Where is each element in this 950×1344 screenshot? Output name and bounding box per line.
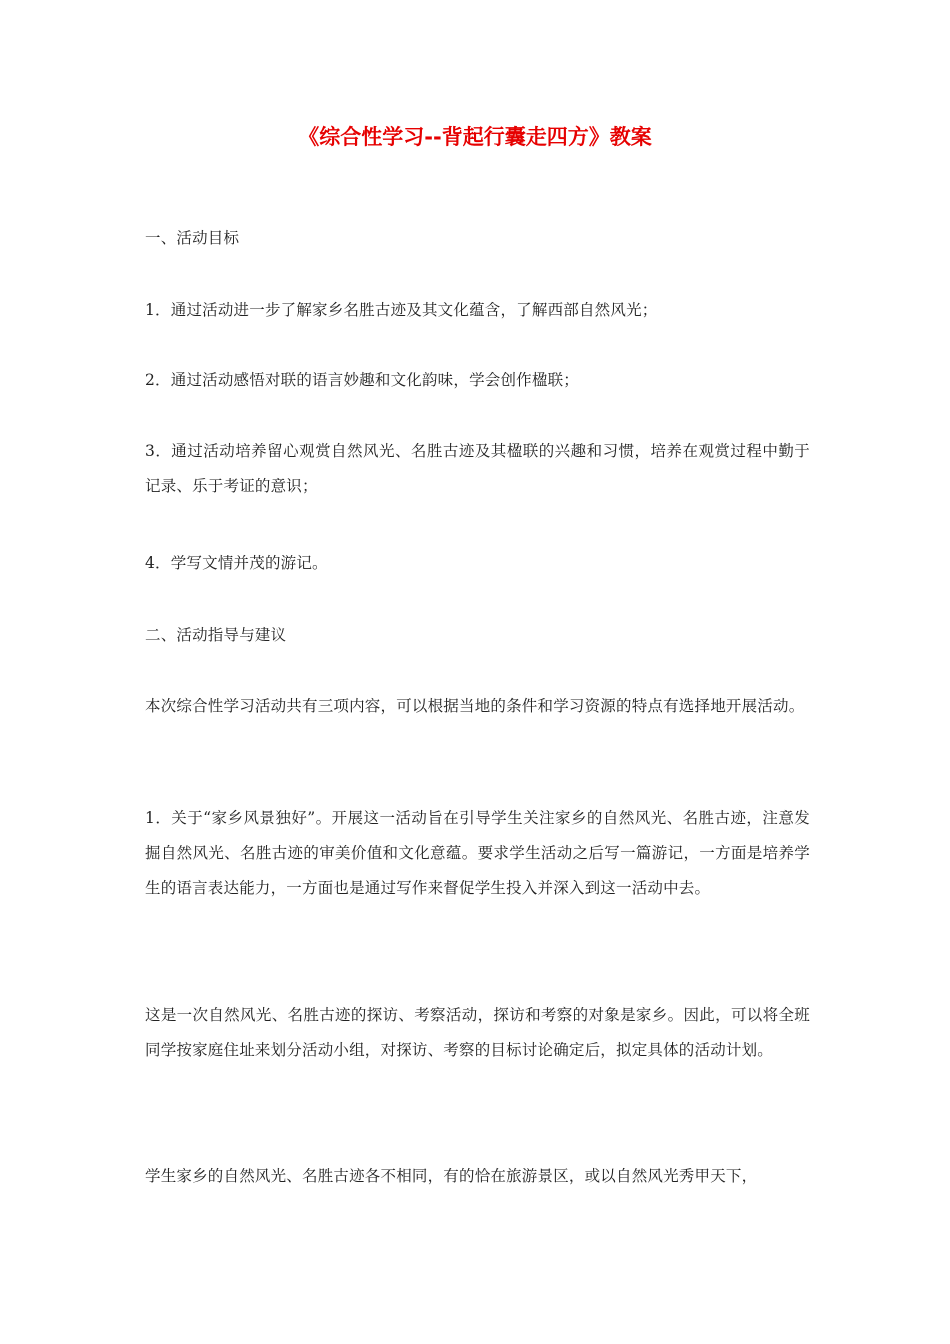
section-heading-goals: 一、活动目标	[145, 229, 240, 247]
body-paragraph: 这是一次自然风光、名胜古迹的探访、考察活动，探访和考察的对象是家乡。因此，可以将全班同学按家庭住址来划分活动小组，对探访、考察的目标讨论确定后，拟定具体的活动计划。	[145, 1006, 810, 1059]
section-heading-guidance: 二、活动指导与建议	[145, 626, 287, 644]
goal-item-1: 1．通过活动进一步了解家乡名胜古迹及其文化蕴含，了解西部自然风光；	[145, 301, 658, 319]
body-paragraph: 学生家乡的自然风光、名胜古迹各不相同，有的恰在旅游景区，或以自然风光秀甲天下，	[145, 1167, 758, 1185]
goal-item-3: 3．通过活动培养留心观赏自然风光、名胜古迹及其楹联的兴趣和习惯，培养在观赏过程中勤于记录、乐于考证的意识；	[145, 442, 810, 495]
document-title: 《综合性学习--背起行囊走四方》教案	[298, 125, 652, 149]
guidance-item-1-paragraph: 1．关于“家乡风景独好”。开展这一活动旨在引导学生关注家乡的自然风光、名胜古迹，注意发掘自然风光、名胜古迹的审美价值和文化意蕴。要求学生活动之后写一篇游记，一方面是培养学生的语言表达能力，一方面也是通过写作来督促学生投入并深入到这一活动中去。	[145, 809, 810, 897]
guidance-intro-paragraph: 本次综合性学习活动共有三项内容，可以根据当地的条件和学习资源的特点有选择地开展活动。	[145, 697, 805, 715]
goal-item-4: 4．学写文情并茂的游记。	[145, 554, 328, 572]
goal-item-2: 2．通过活动感悟对联的语言妙趣和文化韵味，学会创作楹联；	[145, 371, 579, 389]
